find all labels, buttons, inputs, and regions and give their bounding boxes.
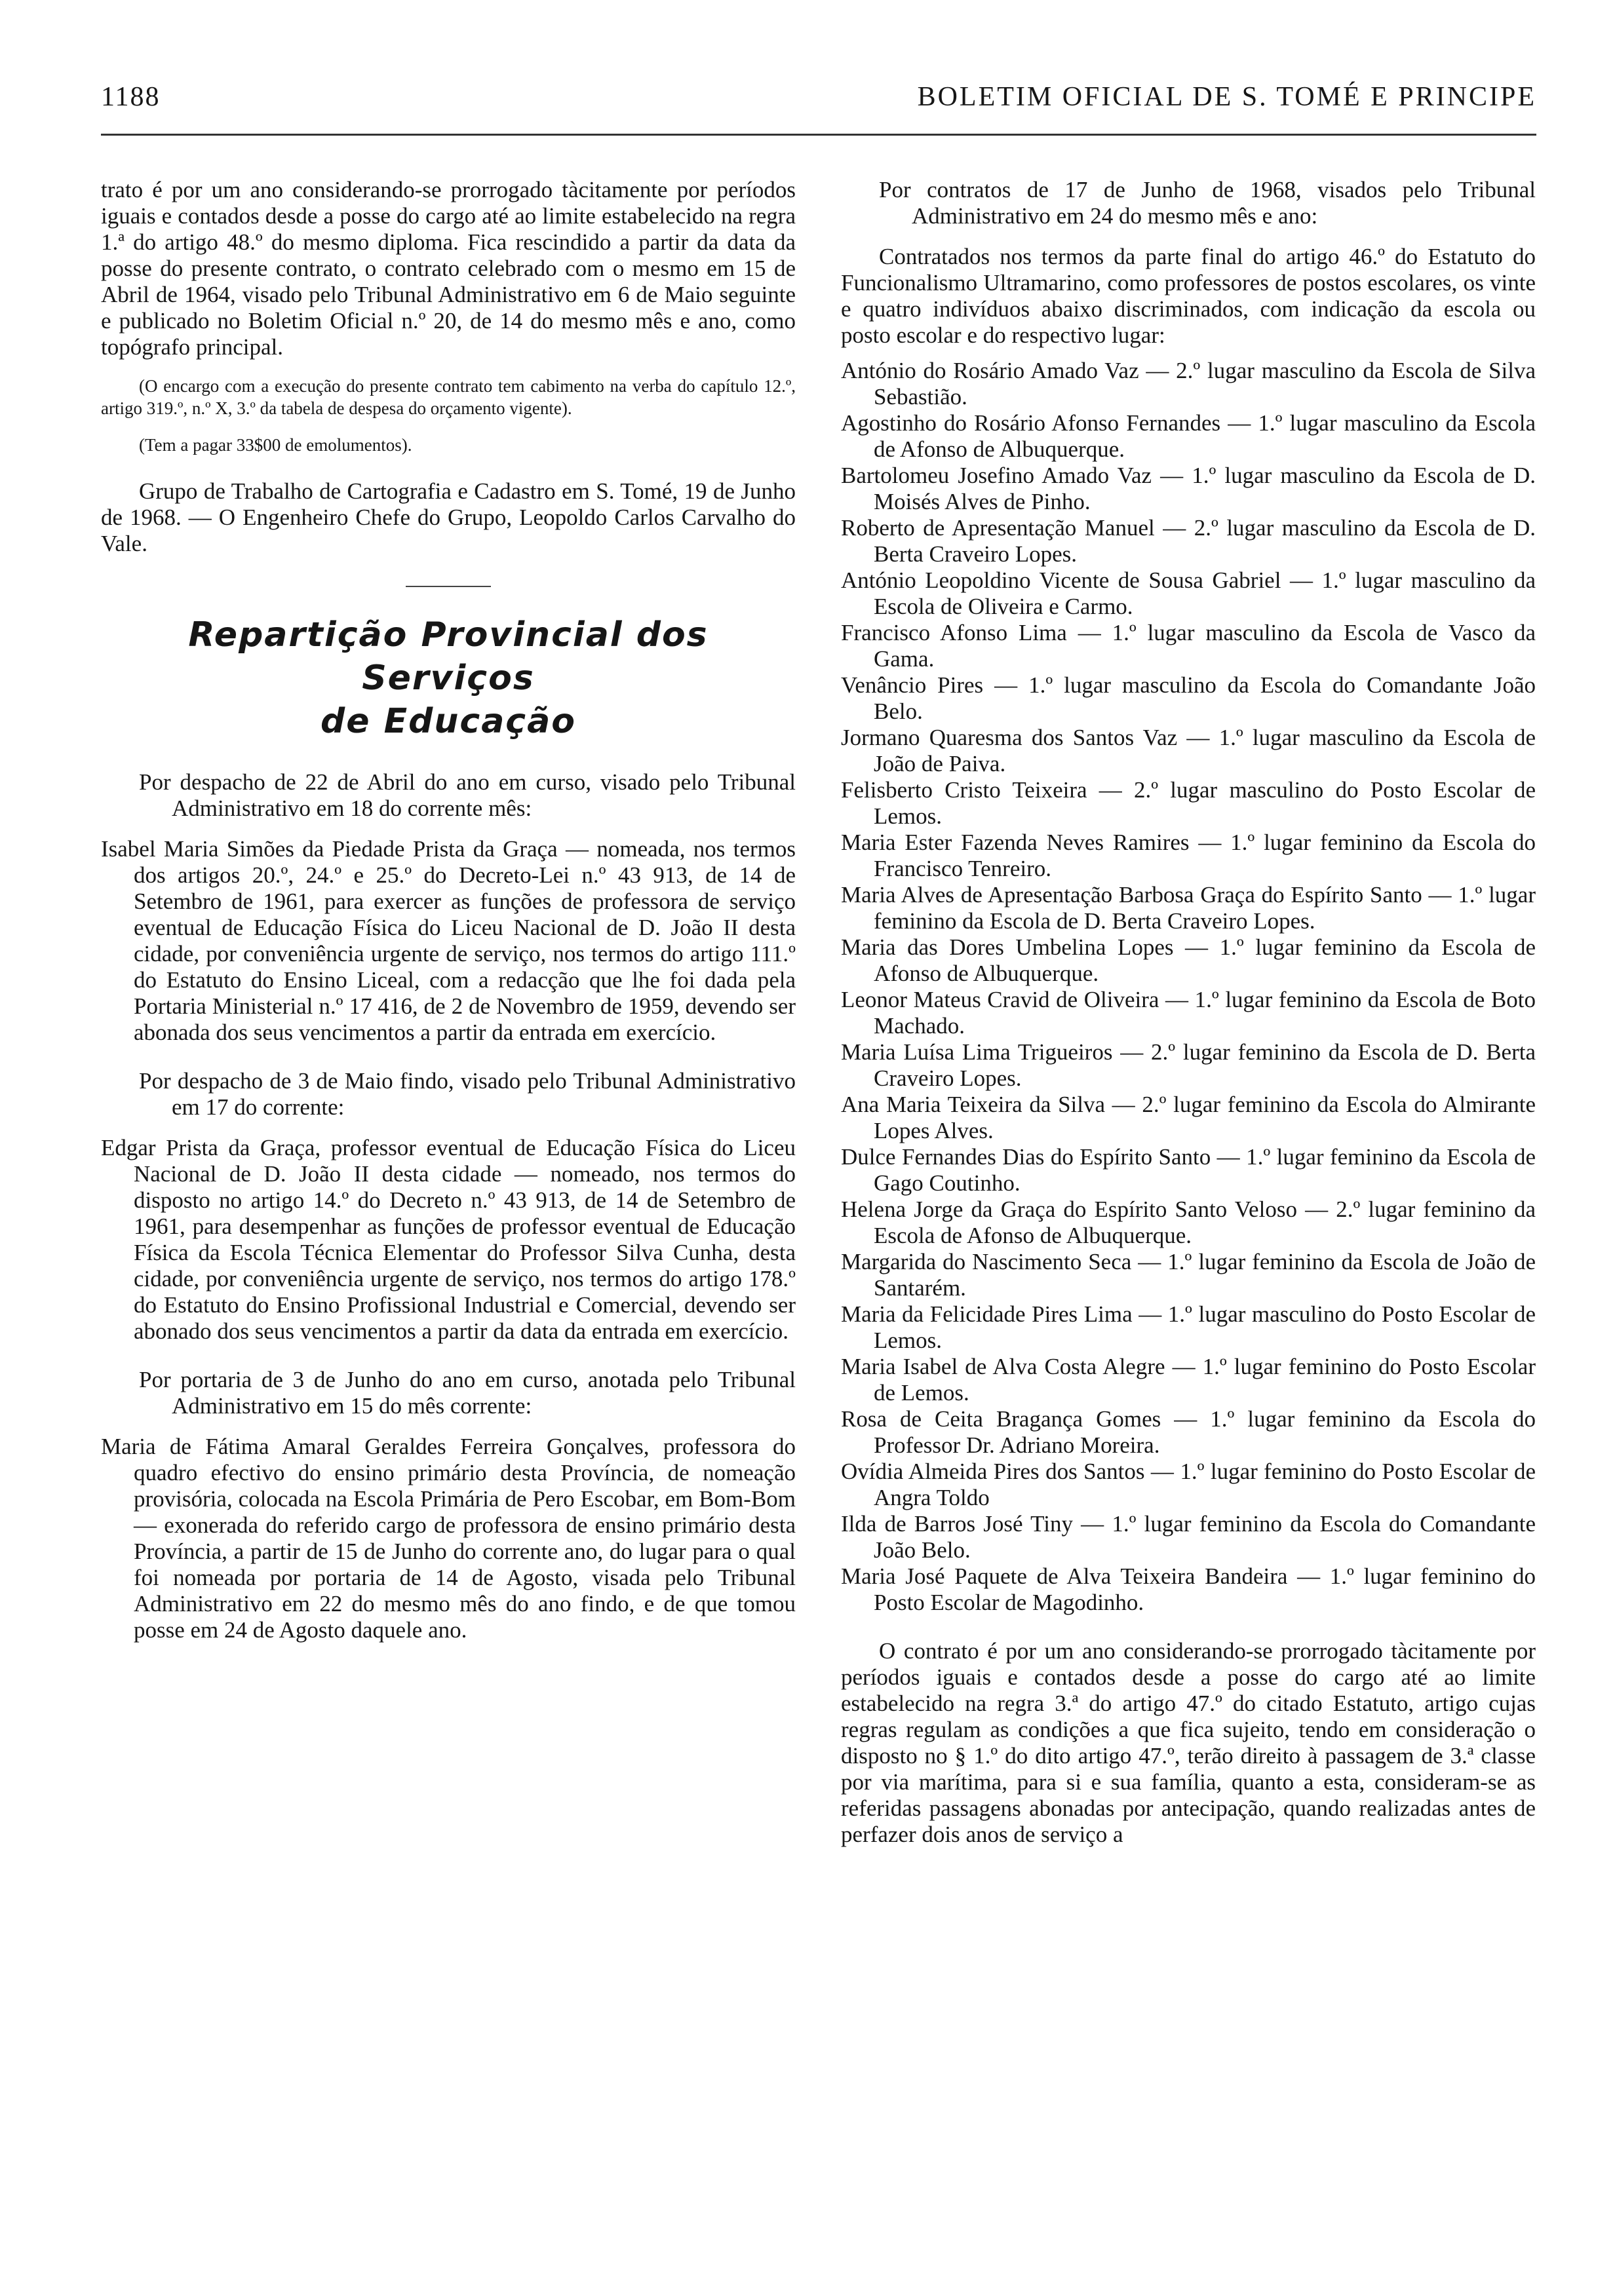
- despacho-1-entry: Isabel Maria Simões da Piedade Prista da Graça — nomeada, nos termos dos artigos 20.º, 24.º e 25.º do Decreto-Lei n.º 43 913, de 14 de Setembro de 1961, para exercer as funções de professora de serviço eventual de Educação Física do Liceu Nacional de D. João II desta cidade, por conveniência urgente de serviço, nos termos do artigo 111.º do Estatuto do Ensino Liceal, com a redacção que lhe foi dada pela Portaria Ministerial n.º 17 416, de 2 de Novembro de 1959, devendo ser abonada dos seus vencimentos a partir da entrada em exercício.: [101, 836, 796, 1045]
- list-item: Maria José Paquete de Alva Teixeira Bandeira — 1.º lugar feminino do Posto Escolar de Magodinho.: [841, 1563, 1536, 1615]
- list-item: Bartolomeu Josefino Amado Vaz — 1.º lugar masculino da Escola de D. Moisés Alves de Pinho.: [841, 463, 1536, 514]
- list-item: Maria Luísa Lima Trigueiros — 2.º lugar feminino da Escola de D. Berta Craveiro Lopes.: [841, 1039, 1536, 1091]
- note-encargo: (O encargo com a execução do presente contrato tem cabimento na verba do capítulo 12.º, artigo 319.º, n.º X, 3.º da tabela de despesa do orçamento vigente).: [101, 376, 796, 418]
- right-column: [841, 177, 1536, 1848]
- despacho-1-intro: Por despacho de 22 de Abril do ano em curso, visado pelo Tribunal Administrativo em 18 do corrente mês:: [139, 769, 796, 821]
- list-item: Felisberto Cristo Teixeira — 2.º lugar masculino do Posto Escolar de Lemos.: [841, 777, 1536, 829]
- list-item: António do Rosário Amado Vaz — 2.º lugar masculino da Escola de Silva Sebastião.: [841, 358, 1536, 410]
- list-item: Jormano Quaresma dos Santos Vaz — 1.º lugar masculino da Escola de João de Paiva.: [841, 725, 1536, 776]
- appointee-list: [841, 358, 1536, 1616]
- list-item: Maria Alves de Apresentação Barbosa Graça do Espírito Santo — 1.º lugar feminino da Escola de D. Berta Craveiro Lopes.: [841, 882, 1536, 934]
- despacho-2-intro: Por despacho de 3 de Maio findo, visado pelo Tribunal Administrativo em 17 do corrente:: [139, 1068, 796, 1120]
- closing-paragraph: O contrato é por um ano considerando-se prorrogado tàcitamente por períodos iguais e contados desde a posse do cargo até ao limite estabelecido na regra 3.ª do artigo 47.º do citado Estatuto, artigo cujas regras regulam as condições a que fica sujeito, tendo em consideração o disposto no § 1.º do dito artigo 47.º, terão direito à passagem de 3.ª classe por via marítima, para si e sua família, quanto a esta, consideram-se as referidas passagens abonadas por antecipação, quando realizadas antes de perfazer dois anos de serviço a: [841, 1638, 1536, 1847]
- list-item: Agostinho do Rosário Afonso Fernandes — 1.º lugar masculino da Escola de Afonso de Albuquerque.: [841, 410, 1536, 462]
- list-item: Dulce Fernandes Dias do Espírito Santo — 1.º lugar feminino da Escola de Gago Coutinho.: [841, 1144, 1536, 1196]
- list-item: Margarida do Nascimento Seca — 1.º lugar feminino da Escola de João de Santarém.: [841, 1249, 1536, 1301]
- list-item: António Leopoldino Vicente de Sousa Gabriel — 1.º lugar masculino da Escola de Oliveira e Carmo.: [841, 567, 1536, 619]
- list-item: Francisco Afonso Lima — 1.º lugar masculino da Escola de Vasco da Gama.: [841, 620, 1536, 672]
- list-item: Ilda de Barros José Tiny — 1.º lugar feminino da Escola do Comandante João Belo.: [841, 1511, 1536, 1563]
- list-item: Venâncio Pires — 1.º lugar masculino da Escola do Comandante João Belo.: [841, 672, 1536, 724]
- signature-block: Grupo de Trabalho de Cartografia e Cadastro em S. Tomé, 19 de Junho de 1968. — O Engenheiro Chefe do Grupo, Leopoldo Carlos Carvalho do Vale.: [101, 478, 796, 556]
- portaria-intro: Por portaria de 3 de Junho do ano em curso, anotada pelo Tribunal Administrativo em 15 do mês corrente:: [139, 1367, 796, 1419]
- section-title-line-2: de Educação: [321, 702, 576, 741]
- left-column: [101, 177, 796, 1643]
- list-item: Roberto de Apresentação Manuel — 2.º lugar masculino da Escola de D. Berta Craveiro Lopes.: [841, 515, 1536, 567]
- opening-paragraph: trato é por um ano considerando-se prorrogado tàcitamente por períodos iguais e contados desde a posse do cargo até ao limite estabelecido na regra 1.ª do artigo 48.º do mesmo diploma. Fica rescindido a partir da data da posse do presente contrato, o contrato celebrado com o mesmo em 15 de Abril de 1964, visado pelo Tribunal Administrativo em 6 de Maio seguinte e publicado no Boletim Oficial n.º 20, de 14 do mesmo mês e ano, como topógrafo principal.: [101, 177, 796, 360]
- portaria-entry: Maria de Fátima Amaral Geraldes Ferreira Gonçalves, professora do quadro efectivo do ensino primário desta Província, de nomeação provisória, colocada na Escola Primária de Pero Escobar, em Bom-Bom — exonerada do referido cargo de professora de ensino primário desta Província, a partir de 15 de Junho do corrente ano, do lugar para o qual foi nomeada por portaria de 14 de Agosto, visada pelo Tribunal Administrativo em 22 do mesmo mês do ano findo, e de que tomou posse em 24 de Agosto daquele ano.: [101, 1434, 796, 1643]
- list-item: Maria Ester Fazenda Neves Ramires — 1.º lugar feminino da Escola do Francisco Tenreiro.: [841, 830, 1536, 881]
- contratos-intro: Por contratos de 17 de Junho de 1968, visados pelo Tribunal Administrativo em 24 do mesmo mês e ano:: [879, 177, 1536, 229]
- list-item: Maria da Felicidade Pires Lima — 1.º lugar masculino do Posto Escolar de Lemos.: [841, 1301, 1536, 1353]
- section-title-line-1: Repartição Provincial dos Serviços: [188, 615, 709, 698]
- contratos-text: Contratados nos termos da parte final do artigo 46.º do Estatuto do Funcionalismo Ultramarino, como professores de postos escolares, os vinte e quatro indivíduos abaixo discriminados, com indicação da escola ou posto escolar e do respectivo lugar:: [841, 244, 1536, 348]
- list-item: Helena Jorge da Graça do Espírito Santo Veloso — 2.º lugar feminino da Escola de Afonso de Albuquerque.: [841, 1196, 1536, 1248]
- header-rule: [101, 134, 1536, 136]
- section-title: [101, 613, 796, 743]
- page-header: [101, 81, 1536, 121]
- list-item: Ana Maria Teixeira da Silva — 2.º lugar feminino da Escola do Almirante Lopes Alves.: [841, 1092, 1536, 1143]
- list-item: Maria das Dores Umbelina Lopes — 1.º lugar feminino da Escola de Afonso de Albuquerque.: [841, 934, 1536, 986]
- list-item: Ovídia Almeida Pires dos Santos — 1.º lugar feminino do Posto Escolar de Angra Toldo: [841, 1459, 1536, 1510]
- list-item: Leonor Mateus Cravid de Oliveira — 1.º lugar feminino da Escola de Boto Machado.: [841, 987, 1536, 1039]
- note-emolumentos: (Tem a pagar 33$00 de emolumentos).: [139, 435, 412, 455]
- despacho-2-entry: Edgar Prista da Graça, professor eventual de Educação Física do Liceu Nacional de D. João II desta cidade — nomeado, nos termos do disposto no artigo 14.º do Decreto n.º 43 913, de 14 de Setembro de 1961, para desempenhar as funções de professor eventual de Educação Física da Escola Técnica Elementar do Professor Silva Cunha, desta cidade, por conveniência urgente de serviço, nos termos do artigo 178.º do Estatuto do Ensino Profissional Industrial e Comercial, devendo ser abonado dos seus vencimentos a partir da data da entrada em exercício.: [101, 1135, 796, 1344]
- section-divider: [406, 586, 491, 587]
- list-item: Rosa de Ceita Bragança Gomes — 1.º lugar feminino da Escola do Professor Dr. Adriano Moreira.: [841, 1406, 1536, 1458]
- running-title: BOLETIM OFICIAL DE S. TOMÉ E PRINCIPE: [917, 82, 1536, 112]
- page-number: 1188: [101, 82, 161, 112]
- list-item: Maria Isabel de Alva Costa Alegre — 1.º lugar feminino do Posto Escolar de Lemos.: [841, 1354, 1536, 1406]
